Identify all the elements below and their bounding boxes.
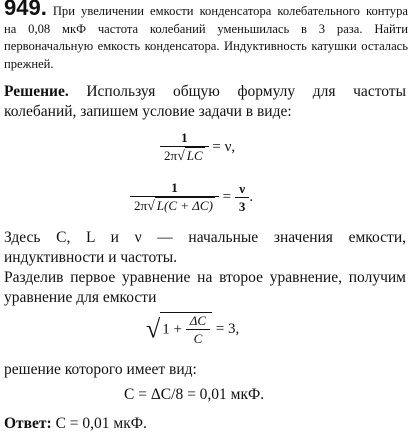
solution-intro-text: Используя общую формулу для частоты колебаний, запишем условие задачи в виде: [4, 83, 406, 120]
solution-intro [4, 82, 406, 122]
equation-1-rhs: = ν, [212, 138, 236, 155]
solution-text: решение которого имеет вид: [4, 361, 197, 378]
equation-3-rhs: = 3, [215, 320, 240, 337]
here-text: Здесь C, L и ν — начальные значения емкости, индуктивности и частоты. [4, 229, 406, 266]
answer-value: C = 0,01 мкФ. [55, 415, 147, 432]
solution-label: Решение. [4, 83, 69, 100]
answer [4, 414, 406, 434]
equation-2: $\frac{1}{2\pi√ L(C + \Delta C)}$ = $\frac{\nu}{3}$ . [130, 180, 253, 215]
equation-3 [146, 312, 239, 347]
equation-1 [160, 130, 235, 165]
equation-1-denominator: 2π√ LC [160, 146, 209, 165]
divide-text: Разделив первое уравнение на второе уравнение, получим уравнение для емкости [4, 269, 406, 306]
equation-4: C = ΔC/8 = 0,01 мкФ. [124, 386, 265, 403]
equation-2-equals: = [222, 188, 232, 205]
equation-2-rhs-fraction: $\frac{\nu}{3}$ [235, 181, 250, 215]
equation-2-numerator: 1 [171, 180, 178, 195]
answer-label: Ответ: [4, 415, 52, 432]
equation-2-denominator: 2π√ L(C + ΔC) [130, 196, 219, 215]
problem-number: 949. [4, 0, 47, 20]
equation-3-sqrt: √ 1 + $\frac{\Delta C}{C}$ [146, 312, 212, 347]
problem-statement [4, 0, 408, 73]
equation-2-fraction [130, 180, 219, 215]
problem-text: При увеличении емкости конденсатора колебательного контура на 0,08 мкФ частота колебаний уменьшилась в 3 раза. Найти первоначальную емкость конденсатора. Индуктивность катушки осталась прежней. [4, 4, 408, 71]
equation-1-numerator: 1 [181, 130, 188, 145]
equation-1-fraction [160, 130, 209, 165]
